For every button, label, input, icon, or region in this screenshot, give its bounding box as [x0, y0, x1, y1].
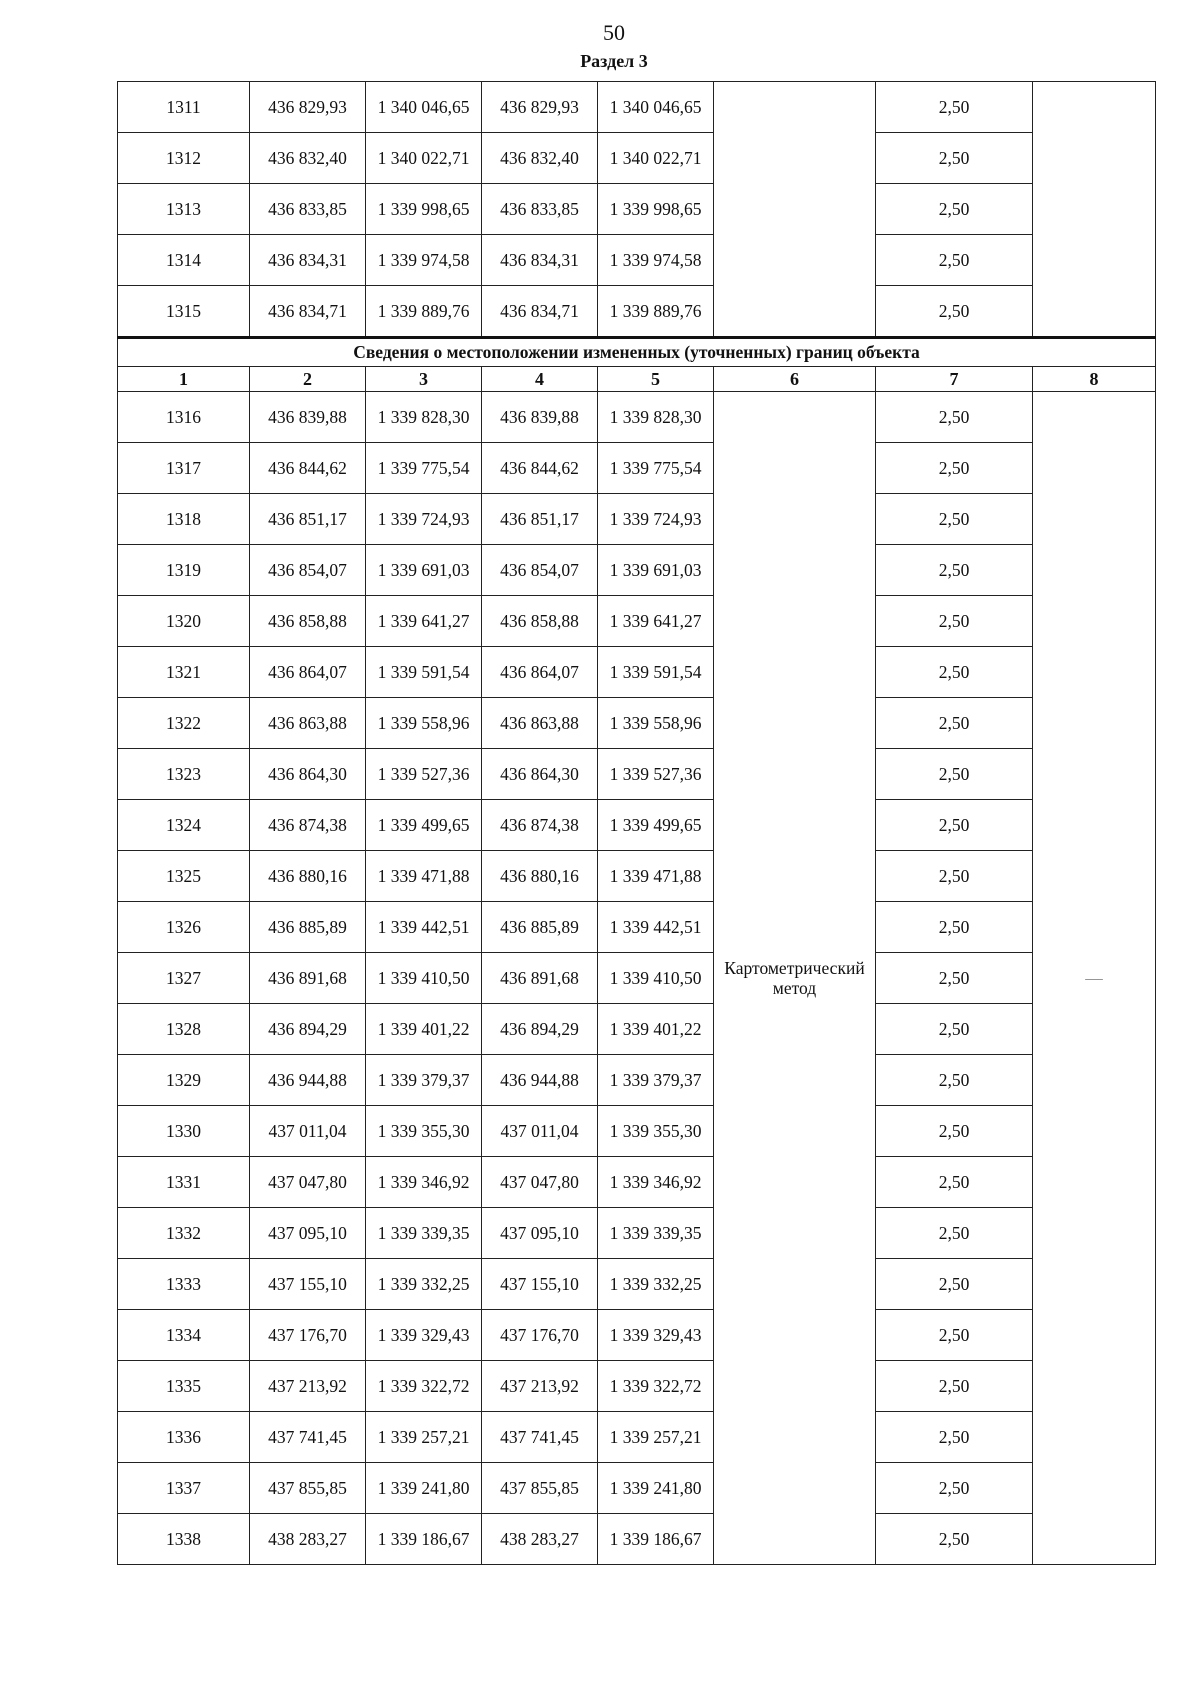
table-row — [118, 392, 1156, 443]
accuracy-cell: 2,50 — [876, 647, 1033, 698]
point-number-cell: 1330 — [118, 1106, 250, 1157]
y-refined-cell: 1 340 046,65 — [598, 82, 714, 133]
x-refined-cell: 437 741,45 — [482, 1412, 598, 1463]
y-existing-cell: 1 339 641,27 — [366, 596, 482, 647]
x-refined-cell: 436 894,29 — [482, 1004, 598, 1055]
x-existing-cell: 436 858,88 — [250, 596, 366, 647]
table-row — [118, 133, 1156, 184]
point-number-cell: 1337 — [118, 1463, 250, 1514]
table-caption-row — [118, 338, 1156, 367]
table-row — [118, 1259, 1156, 1310]
x-refined-cell: 436 858,88 — [482, 596, 598, 647]
x-existing-cell: 436 864,07 — [250, 647, 366, 698]
column-number-4: 4 — [482, 367, 598, 392]
x-refined-cell: 437 047,80 — [482, 1157, 598, 1208]
y-existing-cell: 1 339 346,92 — [366, 1157, 482, 1208]
table-row — [118, 286, 1156, 338]
method-cell — [714, 392, 876, 1565]
y-existing-cell: 1 339 329,43 — [366, 1310, 482, 1361]
point-number-cell: 1331 — [118, 1157, 250, 1208]
column-number-2: 2 — [250, 367, 366, 392]
accuracy-cell: 2,50 — [876, 545, 1033, 596]
x-existing-cell: 436 851,17 — [250, 494, 366, 545]
table-row — [118, 749, 1156, 800]
y-existing-cell: 1 339 998,65 — [366, 184, 482, 235]
x-existing-cell: 436 829,93 — [250, 82, 366, 133]
x-existing-cell: 437 011,04 — [250, 1106, 366, 1157]
y-refined-cell: 1 339 379,37 — [598, 1055, 714, 1106]
x-refined-cell: 436 944,88 — [482, 1055, 598, 1106]
x-existing-cell: 436 863,88 — [250, 698, 366, 749]
point-number-cell: 1317 — [118, 443, 250, 494]
coordinates-table — [117, 81, 1156, 1565]
y-existing-cell: 1 339 442,51 — [366, 902, 482, 953]
y-existing-cell: 1 339 724,93 — [366, 494, 482, 545]
y-existing-cell: 1 340 022,71 — [366, 133, 482, 184]
x-refined-cell: 437 855,85 — [482, 1463, 598, 1514]
accuracy-cell: 2,50 — [876, 82, 1033, 133]
table-row — [118, 1208, 1156, 1259]
point-number-cell: 1325 — [118, 851, 250, 902]
y-refined-cell: 1 339 442,51 — [598, 902, 714, 953]
accuracy-cell: 2,50 — [876, 1463, 1033, 1514]
accuracy-cell: 2,50 — [876, 133, 1033, 184]
table-row — [118, 902, 1156, 953]
point-number-cell: 1320 — [118, 596, 250, 647]
point-number-cell: 1333 — [118, 1259, 250, 1310]
x-refined-cell: 436 880,16 — [482, 851, 598, 902]
x-existing-cell: 436 885,89 — [250, 902, 366, 953]
x-refined-cell: 436 829,93 — [482, 82, 598, 133]
accuracy-cell: 2,50 — [876, 1157, 1033, 1208]
table-row — [118, 647, 1156, 698]
x-existing-cell: 436 894,29 — [250, 1004, 366, 1055]
table-row — [118, 1157, 1156, 1208]
column-number-5: 5 — [598, 367, 714, 392]
point-number-cell: 1328 — [118, 1004, 250, 1055]
point-number-cell: 1316 — [118, 392, 250, 443]
y-existing-cell: 1 339 889,76 — [366, 286, 482, 338]
x-refined-cell: 437 095,10 — [482, 1208, 598, 1259]
point-number-cell: 1321 — [118, 647, 250, 698]
point-number-cell: 1326 — [118, 902, 250, 953]
table-row — [118, 1004, 1156, 1055]
point-number-cell: 1311 — [118, 82, 250, 133]
table-row — [118, 953, 1156, 1004]
y-refined-cell: 1 339 591,54 — [598, 647, 714, 698]
x-existing-cell: 437 855,85 — [250, 1463, 366, 1514]
y-existing-cell: 1 339 186,67 — [366, 1514, 482, 1565]
point-number-cell: 1332 — [118, 1208, 250, 1259]
x-existing-cell: 436 832,40 — [250, 133, 366, 184]
table-row — [118, 235, 1156, 286]
accuracy-cell: 2,50 — [876, 698, 1033, 749]
column8-cell — [1033, 392, 1156, 1565]
y-refined-cell: 1 339 241,80 — [598, 1463, 714, 1514]
accuracy-cell: 2,50 — [876, 1106, 1033, 1157]
accuracy-cell: 2,50 — [876, 1055, 1033, 1106]
y-refined-cell: 1 340 022,71 — [598, 133, 714, 184]
point-number-cell: 1313 — [118, 184, 250, 235]
accuracy-cell: 2,50 — [876, 1361, 1033, 1412]
y-refined-cell: 1 339 998,65 — [598, 184, 714, 235]
point-number-cell: 1327 — [118, 953, 250, 1004]
y-existing-cell: 1 339 322,72 — [366, 1361, 482, 1412]
x-refined-cell: 436 833,85 — [482, 184, 598, 235]
column-number-1: 1 — [118, 367, 250, 392]
x-refined-cell: 436 834,71 — [482, 286, 598, 338]
column-number-7: 7 — [876, 367, 1033, 392]
x-existing-cell: 436 839,88 — [250, 392, 366, 443]
table-row — [118, 184, 1156, 235]
y-existing-cell: 1 339 775,54 — [366, 443, 482, 494]
section-title: Раздел 3 — [580, 51, 648, 71]
point-number-cell: 1318 — [118, 494, 250, 545]
x-refined-cell: 436 874,38 — [482, 800, 598, 851]
accuracy-cell: 2,50 — [876, 1310, 1033, 1361]
table-row — [118, 494, 1156, 545]
y-refined-cell: 1 339 889,76 — [598, 286, 714, 338]
x-existing-cell: 437 176,70 — [250, 1310, 366, 1361]
x-refined-cell: 438 283,27 — [482, 1514, 598, 1565]
x-existing-cell: 436 874,38 — [250, 800, 366, 851]
accuracy-cell: 2,50 — [876, 1514, 1033, 1565]
y-refined-cell: 1 339 401,22 — [598, 1004, 714, 1055]
accuracy-cell: 2,50 — [876, 392, 1033, 443]
y-refined-cell: 1 339 641,27 — [598, 596, 714, 647]
point-number-cell: 1336 — [118, 1412, 250, 1463]
y-existing-cell: 1 339 257,21 — [366, 1412, 482, 1463]
accuracy-cell: 2,50 — [876, 800, 1033, 851]
method-label: Картометрический метод — [724, 958, 865, 998]
table-row — [118, 1310, 1156, 1361]
column-numbers-row — [118, 367, 1156, 392]
y-existing-cell: 1 339 691,03 — [366, 545, 482, 596]
accuracy-cell: 2,50 — [876, 494, 1033, 545]
x-existing-cell: 436 854,07 — [250, 545, 366, 596]
y-refined-cell: 1 339 355,30 — [598, 1106, 714, 1157]
accuracy-cell: 2,50 — [876, 953, 1033, 1004]
y-existing-cell: 1 339 339,35 — [366, 1208, 482, 1259]
column-number-3: 3 — [366, 367, 482, 392]
y-refined-cell: 1 339 558,96 — [598, 698, 714, 749]
y-refined-cell: 1 339 974,58 — [598, 235, 714, 286]
point-number-cell: 1335 — [118, 1361, 250, 1412]
x-existing-cell: 436 844,62 — [250, 443, 366, 494]
y-refined-cell: 1 339 346,92 — [598, 1157, 714, 1208]
table-row — [118, 1514, 1156, 1565]
y-existing-cell: 1 339 591,54 — [366, 647, 482, 698]
table-row — [118, 1463, 1156, 1514]
x-refined-cell: 436 864,30 — [482, 749, 598, 800]
x-existing-cell: 436 891,68 — [250, 953, 366, 1004]
x-refined-cell: 436 863,88 — [482, 698, 598, 749]
point-number-cell: 1329 — [118, 1055, 250, 1106]
x-existing-cell: 436 880,16 — [250, 851, 366, 902]
y-existing-cell: 1 339 241,80 — [366, 1463, 482, 1514]
x-refined-cell: 436 891,68 — [482, 953, 598, 1004]
y-existing-cell: 1 339 332,25 — [366, 1259, 482, 1310]
y-refined-cell: 1 339 339,35 — [598, 1208, 714, 1259]
accuracy-cell: 2,50 — [876, 749, 1033, 800]
y-refined-cell: 1 339 691,03 — [598, 545, 714, 596]
y-existing-cell: 1 339 527,36 — [366, 749, 482, 800]
x-existing-cell: 437 047,80 — [250, 1157, 366, 1208]
accuracy-cell: 2,50 — [876, 184, 1033, 235]
accuracy-cell: 2,50 — [876, 443, 1033, 494]
table-row — [118, 1106, 1156, 1157]
x-existing-cell: 437 095,10 — [250, 1208, 366, 1259]
point-number-cell: 1314 — [118, 235, 250, 286]
accuracy-cell: 2,50 — [876, 902, 1033, 953]
point-number-cell: 1312 — [118, 133, 250, 184]
x-refined-cell: 436 854,07 — [482, 545, 598, 596]
page-number: 50 — [603, 20, 625, 45]
x-existing-cell: 437 741,45 — [250, 1412, 366, 1463]
point-number-cell: 1324 — [118, 800, 250, 851]
y-existing-cell: 1 339 974,58 — [366, 235, 482, 286]
table-row — [118, 443, 1156, 494]
x-refined-cell: 436 851,17 — [482, 494, 598, 545]
y-refined-cell: 1 339 527,36 — [598, 749, 714, 800]
x-refined-cell: 437 176,70 — [482, 1310, 598, 1361]
method-cell — [714, 82, 876, 338]
y-refined-cell: 1 339 322,72 — [598, 1361, 714, 1412]
y-refined-cell: 1 339 775,54 — [598, 443, 714, 494]
x-existing-cell: 437 155,10 — [250, 1259, 366, 1310]
table-row — [118, 800, 1156, 851]
y-refined-cell: 1 339 329,43 — [598, 1310, 714, 1361]
y-existing-cell: 1 339 355,30 — [366, 1106, 482, 1157]
y-existing-cell: 1 339 471,88 — [366, 851, 482, 902]
y-existing-cell: 1 339 401,22 — [366, 1004, 482, 1055]
y-refined-cell: 1 339 410,50 — [598, 953, 714, 1004]
point-number-cell: 1323 — [118, 749, 250, 800]
x-refined-cell: 436 885,89 — [482, 902, 598, 953]
accuracy-cell: 2,50 — [876, 1004, 1033, 1055]
table-row — [118, 596, 1156, 647]
table-row — [118, 82, 1156, 133]
x-refined-cell: 437 155,10 — [482, 1259, 598, 1310]
x-existing-cell: 438 283,27 — [250, 1514, 366, 1565]
column8-dash: — — [1085, 967, 1103, 988]
y-refined-cell: 1 339 332,25 — [598, 1259, 714, 1310]
x-refined-cell: 437 213,92 — [482, 1361, 598, 1412]
table-row — [118, 1361, 1156, 1412]
column-number-8: 8 — [1033, 367, 1156, 392]
point-number-cell: 1334 — [118, 1310, 250, 1361]
y-existing-cell: 1 339 828,30 — [366, 392, 482, 443]
y-refined-cell: 1 339 257,21 — [598, 1412, 714, 1463]
accuracy-cell: 2,50 — [876, 286, 1033, 338]
column-number-6: 6 — [714, 367, 876, 392]
point-number-cell: 1338 — [118, 1514, 250, 1565]
x-refined-cell: 436 834,31 — [482, 235, 598, 286]
accuracy-cell: 2,50 — [876, 596, 1033, 647]
x-existing-cell: 436 833,85 — [250, 184, 366, 235]
y-refined-cell: 1 339 471,88 — [598, 851, 714, 902]
x-existing-cell: 436 834,31 — [250, 235, 366, 286]
table-row — [118, 698, 1156, 749]
table-row — [118, 851, 1156, 902]
accuracy-cell: 2,50 — [876, 1412, 1033, 1463]
point-number-cell: 1322 — [118, 698, 250, 749]
y-existing-cell: 1 339 558,96 — [366, 698, 482, 749]
x-refined-cell: 436 844,62 — [482, 443, 598, 494]
x-refined-cell: 437 011,04 — [482, 1106, 598, 1157]
point-number-cell: 1315 — [118, 286, 250, 338]
accuracy-cell: 2,50 — [876, 1259, 1033, 1310]
accuracy-cell: 2,50 — [876, 851, 1033, 902]
y-refined-cell: 1 339 828,30 — [598, 392, 714, 443]
y-refined-cell: 1 339 499,65 — [598, 800, 714, 851]
y-existing-cell: 1 340 046,65 — [366, 82, 482, 133]
table-row — [118, 1055, 1156, 1106]
x-refined-cell: 436 832,40 — [482, 133, 598, 184]
y-existing-cell: 1 339 379,37 — [366, 1055, 482, 1106]
y-refined-cell: 1 339 186,67 — [598, 1514, 714, 1565]
x-existing-cell: 437 213,92 — [250, 1361, 366, 1412]
x-existing-cell: 436 944,88 — [250, 1055, 366, 1106]
y-existing-cell: 1 339 410,50 — [366, 953, 482, 1004]
x-refined-cell: 436 864,07 — [482, 647, 598, 698]
table-caption: Сведения о местоположении измененных (уточненных) границ объекта — [118, 338, 1156, 367]
x-existing-cell: 436 834,71 — [250, 286, 366, 338]
point-number-cell: 1319 — [118, 545, 250, 596]
column8-cell — [1033, 82, 1156, 338]
x-refined-cell: 436 839,88 — [482, 392, 598, 443]
x-existing-cell: 436 864,30 — [250, 749, 366, 800]
y-existing-cell: 1 339 499,65 — [366, 800, 482, 851]
table-row — [118, 1412, 1156, 1463]
table-row — [118, 545, 1156, 596]
accuracy-cell: 2,50 — [876, 1208, 1033, 1259]
y-refined-cell: 1 339 724,93 — [598, 494, 714, 545]
accuracy-cell: 2,50 — [876, 235, 1033, 286]
